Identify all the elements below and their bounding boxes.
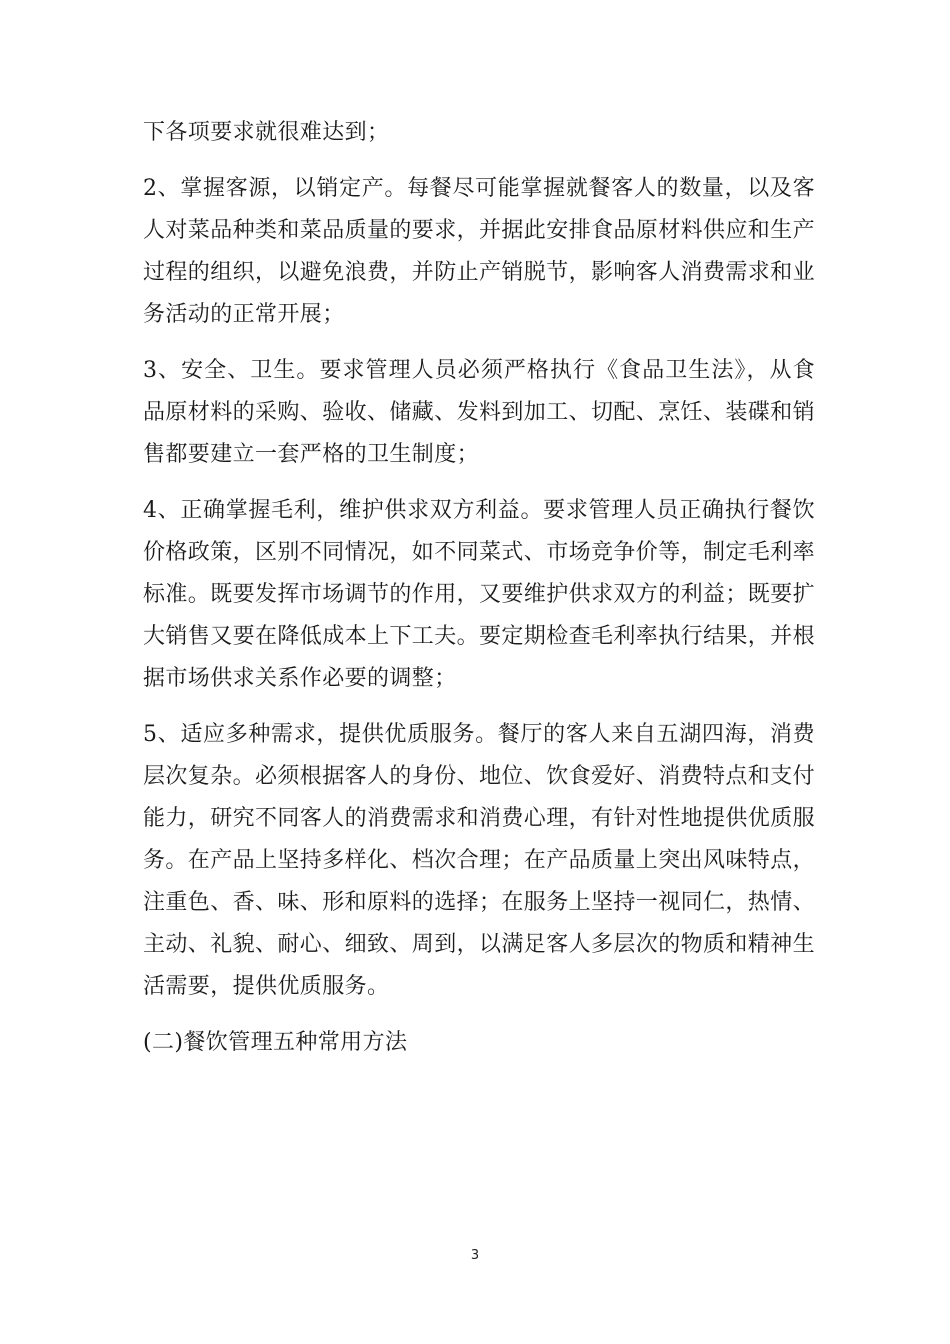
paragraph-item-5: 5、适应多种需求，提供优质服务。餐厅的客人来自五湖四海，消费层次复杂。必须根据客人的身份、地位、饮食爱好、消费特点和支付能力，研究不同客人的消费需求和消费心理，有针对性地提供优质服务。在产品上坚持多样化、档次合理；在产品质量上突出风味特点，注重色、香、味、形和原料的选择；在服务上坚持一视同仁，热情、主动、礼貌、耐心、细致、周到，以满足客人多层次的物质和精神生活需要，提供优质服务。 bbox=[143, 722, 816, 999]
paragraph-item-2: 2、掌握客源，以销定产。每餐尽可能掌握就餐客人的数量，以及客人对菜品种类和菜品质量的要求，并据此安排食品原材料供应和生产过程的组织，以避免浪费，并防止产销脱节，影响客人消费需求和业务活动的正常开展； bbox=[143, 176, 816, 327]
paragraph-item-4: 4、正确掌握毛利，维护供求双方利益。要求管理人员正确执行餐饮价格政策，区别不同情况，如不同菜式、市场竞争价等，制定毛利率标准。既要发挥市场调节的作用，又要维护供求双方的利益；既要扩大销售又要在降低成本上下工夫。要定期检查毛利率执行结果，并根据市场供求关系作必要的调整； bbox=[143, 498, 816, 691]
document-body bbox=[143, 112, 815, 1078]
page-number: 3 bbox=[470, 1248, 480, 1263]
paragraph-item-3: 3、安全、卫生。要求管理人员必须严格执行《食品卫生法》，从食品原材料的采购、验收、储藏、发料到加工、切配、烹饪、装碟和销售都要建立一套严格的卫生制度； bbox=[143, 358, 816, 467]
paragraph-continuation: 下各项要求就很难达到； bbox=[143, 120, 390, 145]
section-heading: (二)餐饮管理五种常用方法 bbox=[143, 1030, 408, 1055]
